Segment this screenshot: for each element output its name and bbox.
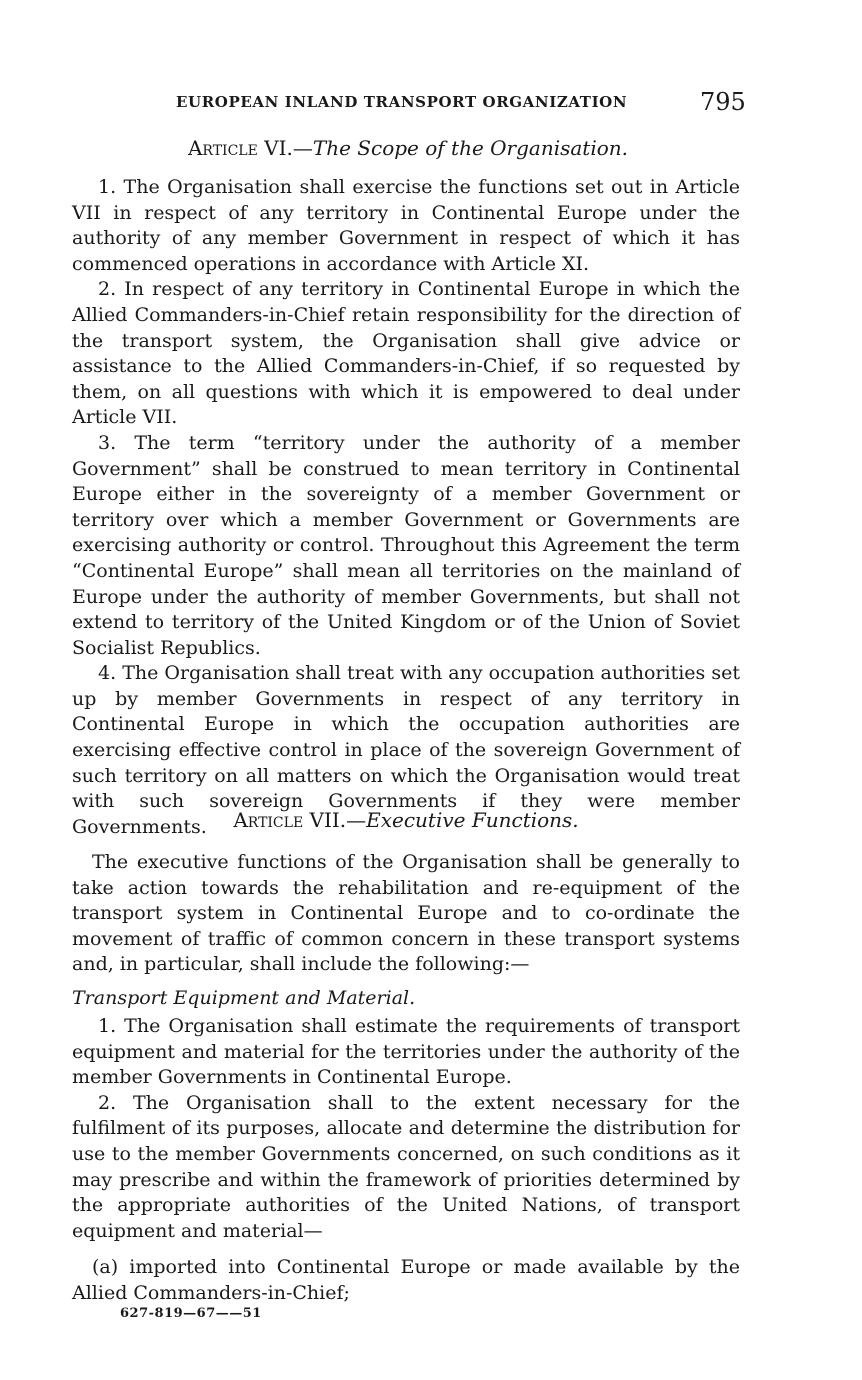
article-6-body — [72, 175, 740, 840]
article-7-body — [72, 1014, 740, 1244]
article-6-paragraph-4: 4. The Organisation shall treat with any occupation authorities set up by member Governments in respect of any territory in Continental Europe in which the occupation authorities are exercising effective control in place of the sovereign Government of such territory on all matters on which the Organisation would treat with such sovereign Governments if they were member Governments. — [72, 662, 740, 838]
running-title: EUROPEAN INLAND TRANSPORT ORGANIZATION — [176, 93, 628, 111]
article-6-paragraph-3: 3. The term “territory under the authority of a member Government” shall be construed to mean territory in Continental Europe either in the sovereignty of a member Government or territory over which a member Government or Governments are exercising authority or control. Throughout this Agreement the term “Continental Europe” shall mean all territories on the mainland of Europe under the authority of member Governments, but shall not extend to territory of the United Kingdom or of the Union of Soviet Socialist Republics. — [72, 431, 740, 659]
article-7-clause-a: (a) imported into Continental Europe or made available by the Allied Commanders-in-Chief; — [72, 1256, 740, 1304]
article-7-paragraph-1: 1. The Organisation shall estimate the requirements of transport equipment and material for the territories under the authority of the member Governments in Continental Europe. — [72, 1015, 740, 1089]
article-6-paragraph-1: 1. The Organisation shall exercise the functions set out in Article VII in respect of any territory in Continental Europe under the authority of any member Government in respect of which it has commenced operations in accordance with Article XI. — [72, 176, 740, 275]
article-6-label: Article VI. — [187, 136, 293, 160]
page-number: 795 — [700, 88, 746, 116]
article-7-intro-block — [72, 850, 740, 978]
article-6-paragraph-2: 2. In respect of any territory in Continental Europe in which the Allied Commanders-in-Chief retain responsibility for the direction of the transport system, the Organisation shall give advice or assistance to the Allied Commanders-in-Chief, if so requested by them, on all questions with which it is empowered to deal under Article VII. — [72, 278, 740, 429]
article-7-subheading: Transport Equipment and Material. — [72, 987, 416, 1009]
article-7-title: —Executive Functions. — [346, 808, 579, 832]
article-7-intro: The executive functions of the Organisation shall be generally to take action towards the rehabilitation and re-equipment of the transport system in Continental Europe and to co-ordinate the movement of traffic of common concern in these transport systems and, in particular, shall include the following:— — [72, 851, 740, 976]
article-7-heading — [228, 808, 584, 832]
article-6-heading — [176, 136, 640, 160]
article-7-label: Article VII. — [233, 808, 347, 832]
article-7-paragraph-2: 2. The Organisation shall to the extent necessary for the fulfilment of its purposes, allocate and determine the distribution for use to the member Governments concerned, on such conditions as it may prescribe and within the framework of priorities determined by the appropriate authorities of the United Nations, of transport equipment and material— — [72, 1091, 740, 1242]
print-code: 627-819—67——51 — [120, 1306, 262, 1321]
article-6-title: —The Scope of the Organisation. — [292, 136, 629, 160]
article-7-clause-block — [72, 1255, 740, 1306]
